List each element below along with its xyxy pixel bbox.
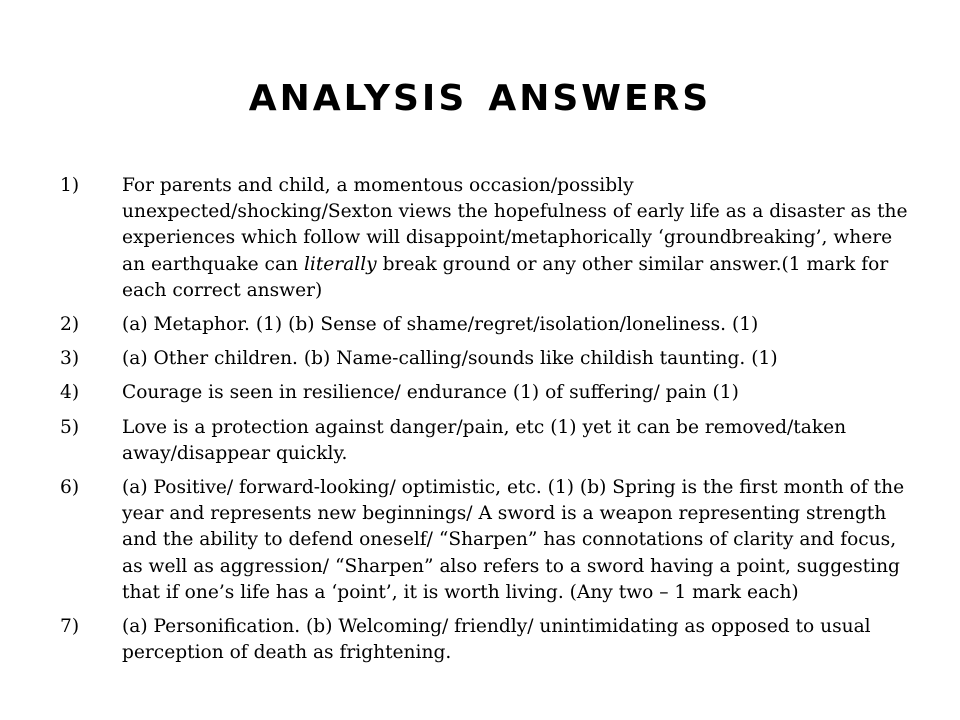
answer-item-5: [60, 415, 910, 467]
answer-text: Courage is seen in resilience/ endurance (1) of suffering/ pain (1): [122, 382, 739, 404]
answer-text: (a) Personification. (b) Welcoming/ friendly/ unintimidating as opposed to usual perception of death as frightening.: [122, 616, 871, 664]
answer-emphasis: literally: [303, 253, 377, 275]
answer-text: (a) Metaphor. (1) (b) Sense of shame/regret/isolation/loneliness. (1): [122, 314, 759, 336]
answer-number: 5): [60, 416, 80, 438]
answer-number: 3): [60, 348, 80, 370]
answer-text: Love is a protection against danger/pain, etc (1) yet it can be removed/taken away/disappear quickly.: [122, 416, 847, 464]
answer-item-3: [60, 346, 910, 372]
answer-item-6: [60, 475, 910, 606]
answer-text: [122, 173, 910, 304]
answer-number: 6): [60, 477, 80, 499]
answer-number: 2): [60, 314, 80, 336]
answer-number: 1): [60, 175, 80, 196]
answer-text-part: For parents and child, a momentous occasion/possibly unexpected/shocking/Sexton views the hopefulness of early life as a disaster as the experiences which follow will disappoint/metaphorically ‘groundbreaking’, where an earthquake can: [122, 175, 908, 275]
answer-number: 4): [60, 382, 80, 404]
answer-item-4: [60, 380, 910, 406]
answer-list: [60, 173, 910, 674]
answer-item-7: [60, 614, 910, 666]
answer-item-2: [60, 312, 910, 338]
answer-number: 7): [60, 616, 80, 638]
answer-text: (a) Other children. (b) Name-calling/sounds like childish taunting. (1): [122, 348, 778, 370]
answer-text-part: break ground or any other similar answer.(1 mark for each correct answer): [122, 253, 889, 301]
slide-title: analysis answers: [248, 63, 712, 123]
answer-item-1: [60, 173, 910, 304]
answer-text: (a) Positive/ forward-looking/ optimistic, etc. (1) (b) Spring is the first month of the year and represents new beginnings/ A sword is a weapon representing strength and the ability to defend oneself/ “Sharpen” has connotations of clarity and focus, as well as aggression/ “Sharpen” also refers to a sword having a point, suggesting that if one’s life has a ‘point’, it is worth living. (Any two – 1 mark each): [122, 477, 905, 603]
